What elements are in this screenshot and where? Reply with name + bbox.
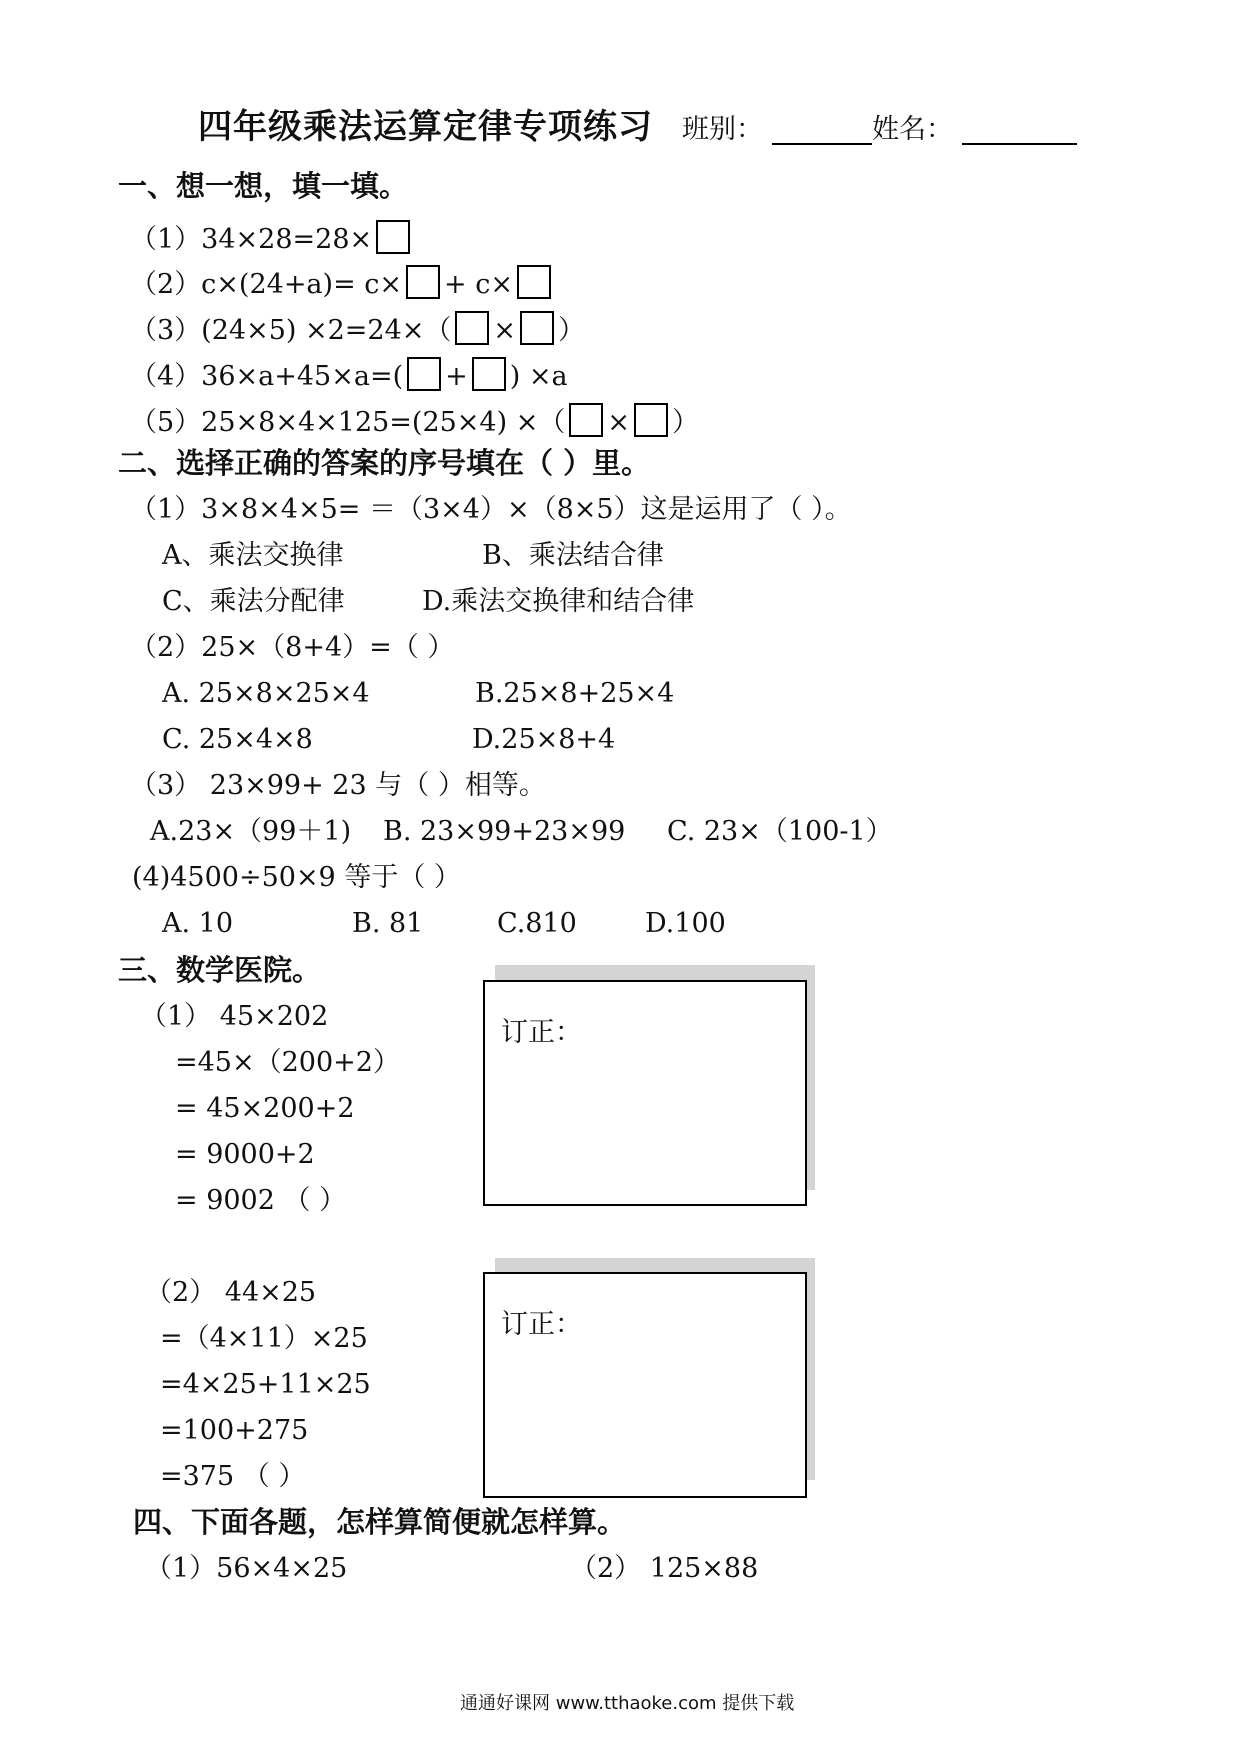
answer-box[interactable] [520, 311, 554, 345]
s1-q2 [130, 265, 555, 299]
s1-q3-text-b: × [493, 315, 517, 346]
s1-q5-text-a: （5）25×8×4×125=(25×4) ×（ [130, 407, 566, 438]
answer-box[interactable] [472, 357, 506, 391]
s4-q1: （1）56×4×25 [145, 1553, 348, 1584]
s4-q2: （2） 125×88 [570, 1553, 759, 1584]
page-title: 四年级乘法运算定律专项练习 [198, 107, 653, 147]
correction-box[interactable] [483, 980, 807, 1206]
s2-q2: （2）25×（8+4）=（ ） [130, 632, 455, 663]
s1-q2-text-a: （2）c×(24+a)= c× [130, 269, 403, 300]
answer-box[interactable] [569, 403, 603, 437]
footer-text: 通通好课网 www.tthaoke.com 提供下载 [460, 1693, 795, 1714]
s1-q3 [130, 311, 585, 345]
s2-q3: （3） 23×99+ 23 与（ ）相等。 [130, 770, 546, 801]
s1-q4-text-a: （4）36×a+45×a=( [130, 361, 404, 392]
s2-q2-option[interactable]: D.25×8+4 [472, 724, 616, 755]
s2-q1-option[interactable]: B、乘法结合律 [482, 540, 664, 571]
s2-q3-option[interactable]: C. 23×（100-1） [667, 816, 893, 847]
answer-box[interactable] [376, 220, 410, 254]
s3-p2-line: =100+275 [160, 1415, 309, 1446]
s2-q2-option[interactable]: A. 25×8×25×4 [162, 678, 370, 709]
section4-heading: 四、下面各题，怎样算简便就怎样算。 [133, 1505, 627, 1539]
s3-p2-line: （2） 44×25 [145, 1277, 317, 1308]
correction-label: 订正： [501, 1017, 582, 1048]
answer-box[interactable] [407, 357, 441, 391]
answer-box[interactable] [634, 403, 668, 437]
name-blank[interactable] [962, 143, 1077, 145]
s1-q4 [130, 357, 568, 391]
s1-q4-text-b: + [445, 361, 468, 392]
s2-q4-option[interactable]: C.810 [497, 908, 577, 939]
s2-q3-option[interactable]: B. 23×99+23×99 [383, 816, 626, 847]
name-label: 姓名： [872, 114, 953, 145]
s1-q5-text-b: × [607, 407, 630, 438]
s3-p1-line: = 9002 （ ） [175, 1185, 347, 1216]
s1-q1 [130, 220, 414, 254]
s3-p1-line: （1） 45×202 [140, 1001, 329, 1032]
s1-q5 [130, 403, 699, 437]
answer-box[interactable] [455, 311, 489, 345]
section2-heading: 二、选择正确的答案的序号填在（ ）里。 [118, 446, 651, 480]
s2-q2-option[interactable]: C. 25×4×8 [162, 724, 313, 755]
correction-box[interactable] [483, 1272, 807, 1498]
section1-heading: 一、想一想，填一填。 [118, 169, 409, 203]
s2-q4-option[interactable]: D.100 [645, 908, 726, 939]
s2-q4-option[interactable]: A. 10 [162, 908, 234, 939]
class-blank[interactable] [772, 143, 872, 145]
class-label: 班别： [682, 114, 763, 145]
s3-p1-line: =45×（200+2） [175, 1047, 400, 1078]
correction-label: 订正： [501, 1309, 582, 1340]
s1-q4-text-c: ) ×a [509, 361, 568, 392]
s2-q3-option[interactable]: A.23×（99＋1) [150, 816, 352, 847]
s2-q4: (4)4500÷50×9 等于（ ） [132, 862, 461, 893]
s1-q3-text-c: ） [558, 315, 586, 346]
s3-p1-line: = 45×200+2 [175, 1093, 355, 1124]
s2-q1-option[interactable]: C、乘法分配律 [162, 586, 345, 617]
s3-p2-line: =375 （ ） [160, 1461, 306, 1492]
s1-q1-text: （1）34×28=28× [130, 224, 373, 255]
s2-q4-option[interactable]: B. 81 [352, 908, 424, 939]
s2-q2-option[interactable]: B.25×8+25×4 [475, 678, 675, 709]
s1-q5-text-c: ） [671, 407, 699, 438]
s2-q1-option[interactable]: A、乘法交换律 [162, 540, 344, 571]
s2-q1: （1）3×8×4×5= ＝（3×4）×（8×5）这是运用了（ ）。 [130, 494, 852, 525]
s3-p2-line: =4×25+11×25 [160, 1369, 371, 1400]
s2-q1-option[interactable]: D.乘法交换律和结合律 [422, 586, 695, 617]
s3-p1-line: = 9000+2 [175, 1139, 315, 1170]
answer-box[interactable] [406, 265, 440, 299]
s1-q2-text-b: + c× [444, 269, 513, 300]
answer-box[interactable] [517, 265, 551, 299]
s1-q3-text-a: （3）(24×5) ×2=24×（ [130, 315, 452, 346]
section3-heading: 三、数学医院。 [118, 953, 322, 987]
s3-p2-line: =（4×11）×25 [160, 1323, 368, 1354]
